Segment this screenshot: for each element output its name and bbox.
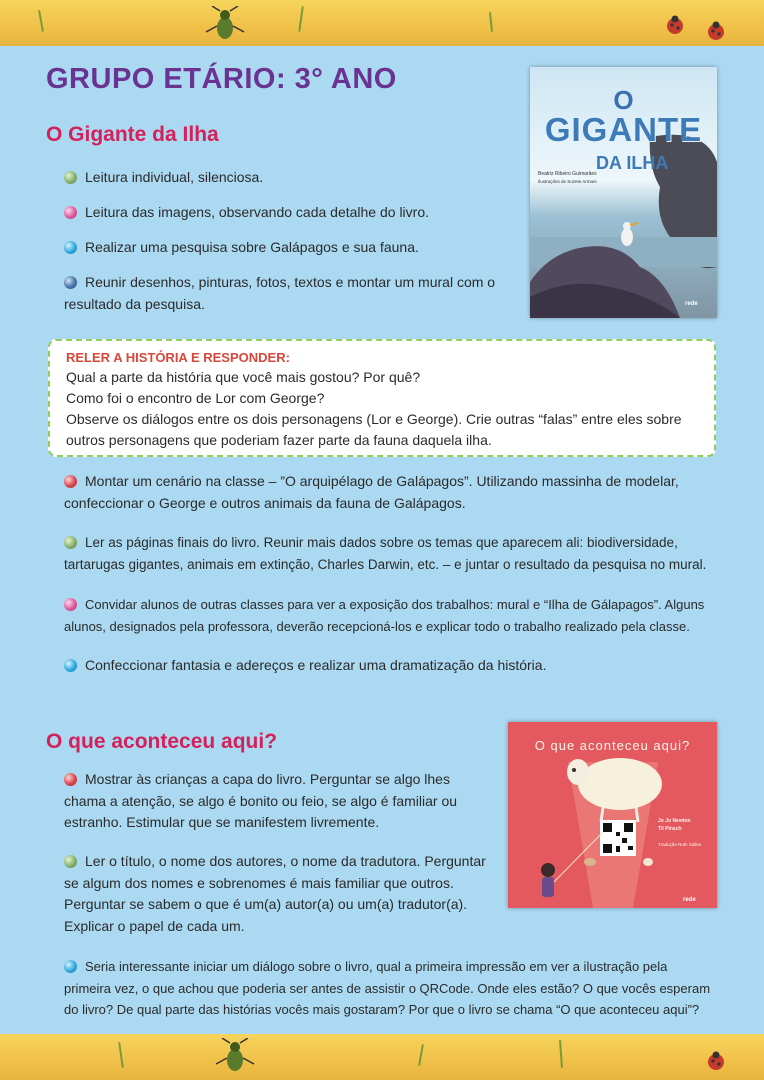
list-item: Convidar alunos de outras classes para ver a exposição dos trabalhos: mural e “Ilha de Gálapagos”. Alguns alunos, designados pela professora, deverão recepcioná-los e explicar todo o trabalho realizado pela classe. [64,597,705,634]
list-item: Mostrar às crianças a capa do livro. Perguntar se algo lhes chama a atenção, se algo é bonito ou feio, se algo é familiar ou estranho. Estimular que se manifestem livremente. [64,771,458,830]
cover-title-top: O [613,85,634,115]
cover-illustrator: Ilustrações de Suzete Armani [538,179,597,184]
list-item: Leitura das imagens, observando cada detalhe do livro. [64,202,429,224]
bullet-icon [64,536,77,549]
list-item: Ler o título, o nome dos autores, o nome da tradutora. Perguntar se algum dos nomes e sobrenomes é mais familiar que outros. Perguntar se sabem o que é um(a) autor(a) ou um(a) tradutor(a). Explicar o papel de cada um. [64,853,486,934]
list-item: Montar um cenário na classe – ”O arquipélago de Galápagos”. Utilizando massinha de modelar, confeccionar o George e outros animais da fauna de Galápagos. [64,473,679,511]
book-cover-o-gigante-da-ilha [530,67,717,318]
section-title-o-gigante-da-ilha: O Gigante da Ilha [46,123,219,146]
box-line: Como foi o encontro de Lor com George? [66,390,325,406]
bullet-icon [64,475,77,488]
bullet-icon [64,659,77,672]
bullet-icon [64,241,77,254]
bullet-icon [64,855,77,868]
reread-questions-box [48,339,716,457]
bullet-icon [64,598,77,611]
ladybug-icon [664,14,686,36]
cover-publisher-logo: rede [685,301,698,307]
list-item: Ler as páginas finais do livro. Reunir mais dados sobre os temas que aparecem ali: biodiversidade, tartarugas gigantes, animais em extinção, Charles Darwin, etc. – e juntar o resultado da pesquisa no mural. [64,535,707,572]
bullet-icon [64,171,77,184]
bullet-icon [64,276,77,289]
cover2-author: Jo Jo Newton [658,818,691,824]
box-title: RELER A HISTÓRIA E RESPONDER: [66,350,290,365]
box-line: Observe os diálogos entre os dois personagens (Lor e George). Crie outras “falas” entre eles sobre [66,411,682,427]
cover2-author: Til Pinsch [658,826,682,832]
cover-title-sub: DA ILHA [596,153,669,173]
list-item: Reunir desenhos, pinturas, fotos, textos e montar um mural com o resultado da pesquisa. [64,274,496,312]
cover2-publisher-logo: rede [683,897,696,903]
box-line: outros personagens que poderiam fazer parte da fauna daquela ilha. [66,432,492,448]
page-title: GRUPO ETÁRIO: 3° ANO [46,63,397,95]
ladybug-icon [705,20,727,42]
book-cover-o-que-aconteceu-aqui [508,722,717,908]
insect-icon [200,6,250,46]
bullet-icon [64,960,77,973]
list-item: Confeccionar fantasia e adereços e realizar uma dramatização da história. [64,655,714,677]
bullet-icon [64,773,77,786]
list-item: Realizar uma pesquisa sobre Galápagos e sua fauna. [64,237,419,259]
box-line: Qual a parte da história que você mais gostou? Por quê? [66,369,421,385]
list-item: Seria interessante iniciar um diálogo sobre o livro, qual a primeira impressão em ver a ilustração pela primeira vez, o que achou que poderia ser antes de assistir o QRCode. Onde eles estão? O que vocês esperam do livro? De qual parte das histórias vocês mais gostaram? Por que o livro se chama “O que aconteceu aqui”? [64,959,711,1017]
cover2-translator: Tradução Ruth Salles [658,842,702,847]
cover-title-main: GIGANTE [544,111,703,148]
bottom-grass-decoration [0,1034,764,1080]
cover2-title: O que aconteceu aqui? [534,738,691,753]
bullet-icon [64,206,77,219]
section-title-o-que-aconteceu-aqui: O que aconteceu aqui? [46,730,278,753]
list-item: Leitura individual, silenciosa. [64,167,263,189]
top-grass-decoration [0,0,764,46]
insect-icon [210,1038,260,1078]
cover-author: Beatriz Ribeiro Guimarães [538,171,597,177]
ladybug-icon [705,1050,727,1072]
